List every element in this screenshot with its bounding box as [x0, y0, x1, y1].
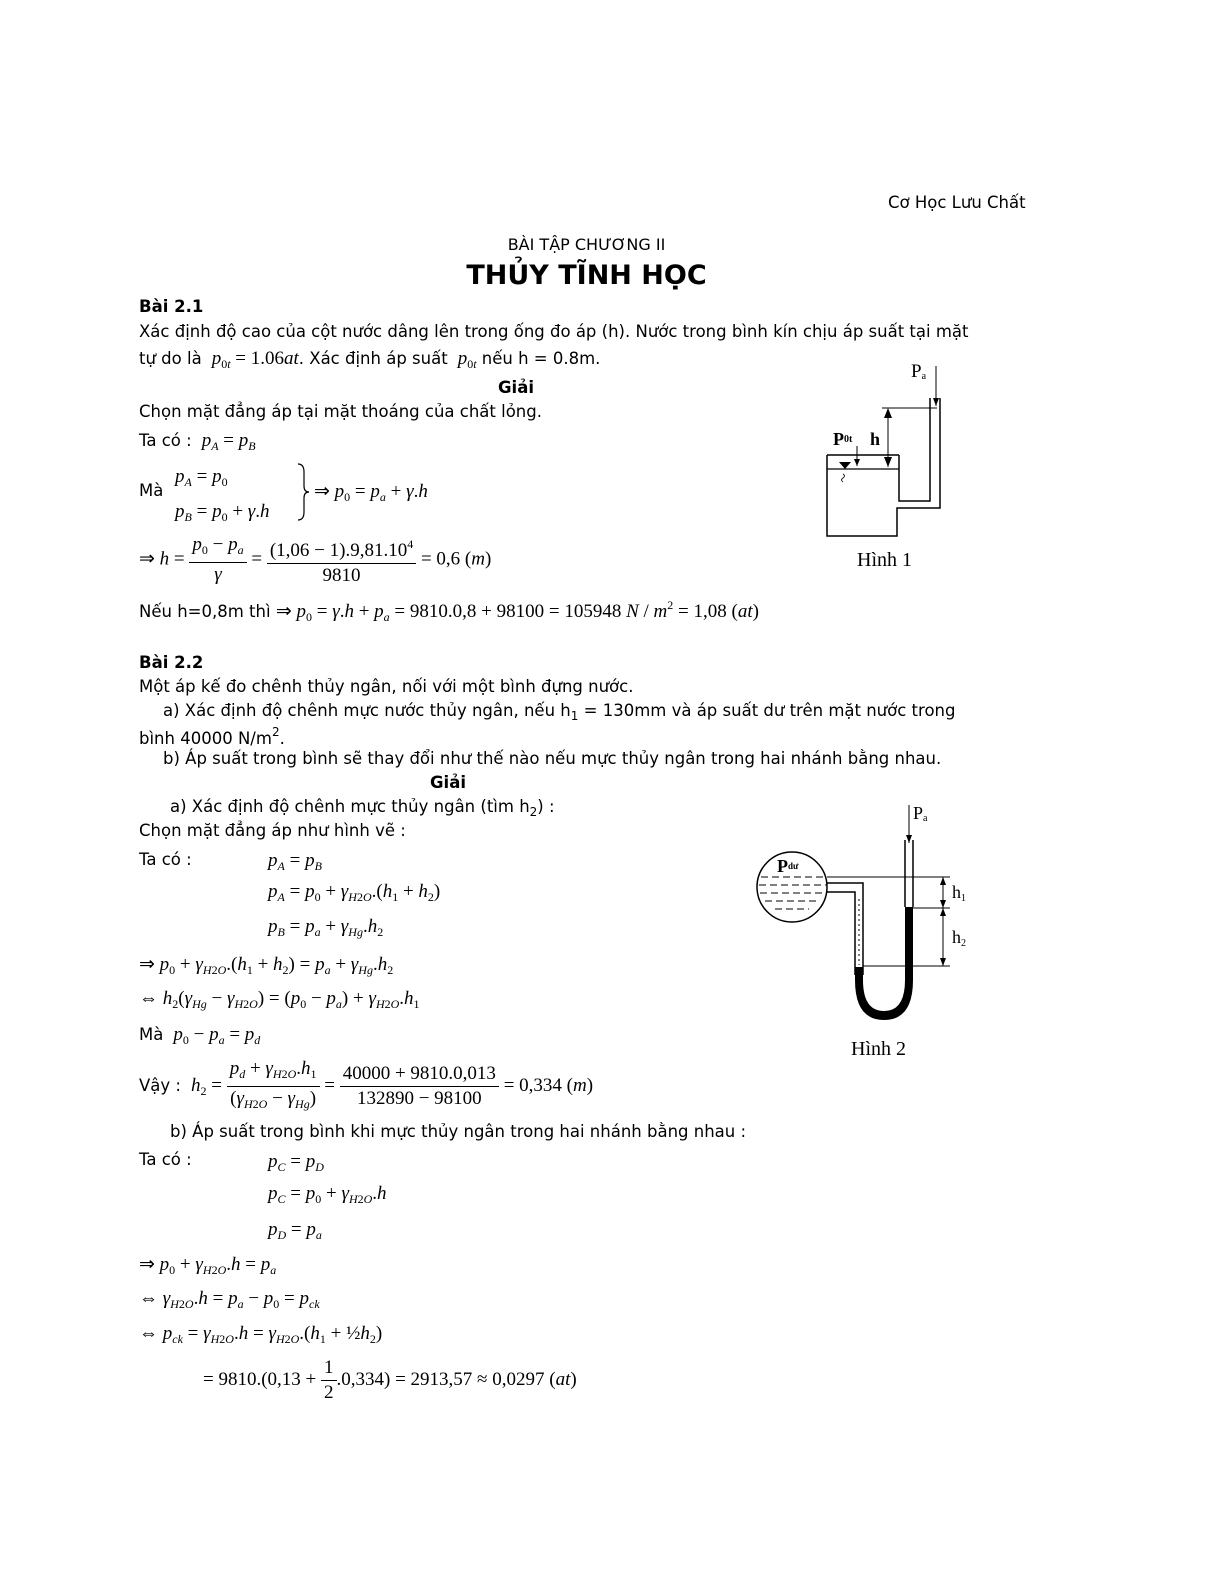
equation-system-2-1: $p_A = p_0$ $p_B = p_0 + \gamma.h$ [175, 466, 270, 524]
figure-2-caption: Hình 2 [851, 1038, 906, 1060]
solution-2-1-ma: Mà [139, 481, 164, 500]
solution-2-1-taco: Ta có : $p_A = p_B$ [139, 430, 256, 453]
figure-1-h-label: h [870, 429, 881, 449]
solution-2-2-b-title: b) Áp suất trong bình khi mực thủy ngân trong hai nhánh bằng nhau : [170, 1122, 747, 1141]
equation-2-1-result: ⇒ $p_0 = p_a + \gamma.h$ [314, 481, 428, 504]
solution-2-2-taco2: Ta có : [139, 1150, 192, 1169]
running-header: Cơ Học Lưu Chất [888, 193, 1026, 212]
chapter-label: BÀI TẬP CHƯƠNG II [507, 235, 666, 254]
figure-2-pdu-label: Pdư [777, 856, 799, 876]
eq-b-combined: ⇒ $p_0 + \gamma_{H2O}.h = p_a$ [139, 1254, 277, 1277]
page-title: THỦY TĨNH HỌC [466, 260, 707, 291]
eq-combined: ⇒ $p_0 + \gamma_{H2O}.(h_1 + h_2) = p_a + \gamma_{Hg}.h_2$ [139, 954, 394, 977]
eq-b-pck: ⇔ $p_{ck} = \gamma_{H2O}.h = \gamma_{H2O}.(h_1$ + $\frac{1}{2}h_2$) [139, 1323, 383, 1346]
figure-2-h2-label: h2 [952, 927, 966, 949]
figure-2-pa-label: Pa [913, 803, 928, 824]
problem-heading-2-1: Bài 2.1 [139, 297, 204, 316]
figure-1-p0-label: P0t [833, 429, 853, 449]
solution-label-2-2: Giải [430, 773, 466, 792]
solution-2-1-line1: Chọn mặt đẳng áp tại mặt thoáng của chất lỏng. [139, 402, 542, 421]
problem-text-2-2-line2: a) Xác định độ chênh mực nước thủy ngân, nếu $h_1 = 130mm$ và áp suất dư trên mặt nước trong [163, 701, 956, 723]
figure-1-pa-label: Pa [911, 361, 927, 382]
eq-b-vacuum: ⇔ $\gamma_{H2O}.h = p_a - p_0 = p_{ck}$ [139, 1288, 320, 1311]
solution-2-2-taco: Ta có : [139, 850, 192, 869]
problem-text-2-2-line3: bình 40000 $N/m^2$. [139, 725, 285, 748]
eq-pc-pd: $p_C = p_D$ [268, 1151, 324, 1174]
solution-label-2-1: Giải [498, 378, 534, 397]
eq-pa-expansion: $p_A = p_0 + \gamma_{H2O}.(h_1 + h_2)$ [268, 881, 441, 904]
solution-2-2-a-title: a) Xác định độ chênh mực thủy ngân (tìm $h_2$) : [170, 797, 555, 819]
solution-2-1-final: Nếu h=0,8m thì ⇒ $p_0 = \gamma.h + p_a = 9810.0,8 + 98100 = 105948$ $N / m^2 = 1,08$ (at) [139, 598, 759, 624]
problem-text-2-2-line1: Một áp kế đo chênh thủy ngân, nối với một bình đựng nước. [139, 677, 634, 696]
solution-2-2-ma: Mà $p_0 - p_a = p_d$ [139, 1024, 261, 1047]
problem-heading-2-2: Bài 2.2 [139, 653, 204, 672]
eq-rearranged: ⇔ $h_2(\gamma_{Hg} - \gamma_{H2O}) = (p_0 - p_a) + \gamma_{H2O}.h_1$ [139, 988, 420, 1011]
figure-1-caption: Hình 1 [857, 549, 912, 571]
solution-2-2-chon: Chọn mặt đẳng áp như hình vẽ : [139, 821, 406, 840]
solution-2-2-vay: Vậy : $h_2$ = $\frac{p_d + \gamma_{H2O}.h_1}{(\gamma_{H2O} - \gamma_{Hg})}$ = $\frac{40000 + 9810.0,013}{132890 - 98100}$ = 0,334 (m) [139, 1058, 594, 1111]
eq-pc-expansion: $p_C = p_0 + \gamma_{H2O}.h$ [268, 1183, 387, 1206]
eq-pd-expansion: $p_D = p_a$ [268, 1219, 322, 1242]
figure-2-manometer [755, 795, 990, 1065]
eq-pb-expansion: $p_B = p_a + \gamma_{Hg}.h_2$ [268, 916, 384, 939]
brace-2-1 [296, 462, 310, 522]
problem-text-2-1-line2: tự do là $p_{0t} = 1.06at$. Xác định áp suất $p_{0t}$ nếu h = 0.8m. [139, 348, 601, 371]
figure-1-tank [820, 358, 955, 573]
eq-pa-pb: $p_A = p_B$ [268, 850, 322, 873]
problem-text-2-1: Xác định độ cao của cột nước dâng lên trong ống đo áp (h). Nước trong bình kín chịu áp suất tại mặt [139, 322, 969, 341]
equation-2-1-h: ⇒ h = $\frac{p_0 - p_a}{\gamma}$ = $\frac{(1,06 - 1).9,81.10^4}{9810}$ = 0,6 (m) [139, 534, 492, 586]
figure-2-h1-label: h1 [952, 882, 966, 904]
problem-text-2-2-line4: b) Áp suất trong bình sẽ thay đổi như thế nào nếu mực thủy ngân trong hai nhánh bằng nhau. [163, 749, 942, 768]
eq-b-final: = 9810.(0,13 + $\frac{1}{2}$ .0,334) = 2913,57 ≈ 0,0297 (at) [203, 1357, 577, 1403]
